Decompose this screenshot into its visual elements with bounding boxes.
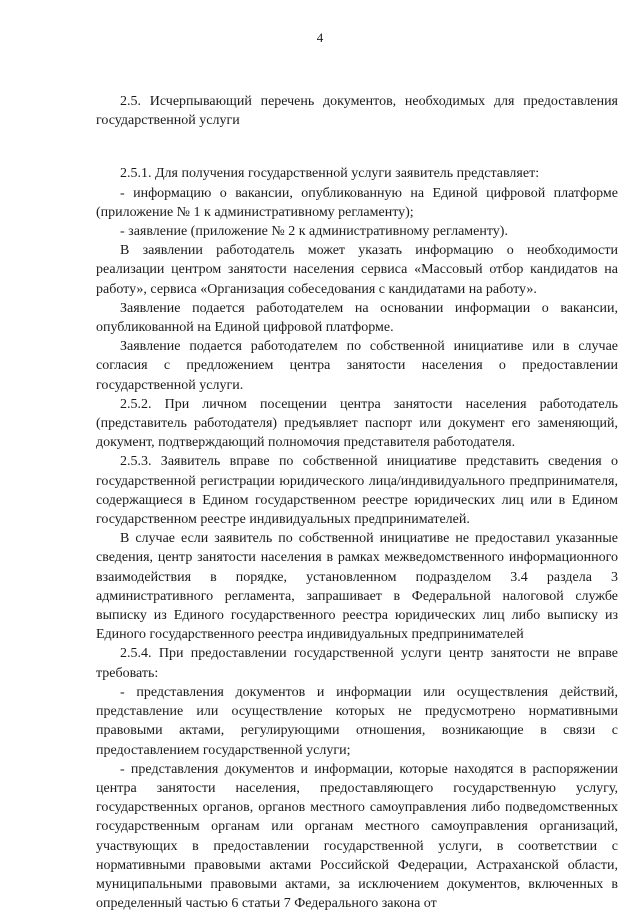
list-item-prohibited-documents: - представления документов и информации или осуществления действий, представление или осуществление которых не предусмотрено нормативными правовыми актами, регулирующими отношения, возникающие в связи с предоставлением государственной услуги; xyxy=(96,684,618,758)
list-item-vacancy-info: - информацию о вакансии, опубликованную на Единой цифровой платформе (приложение № 1 к административному регламенту); xyxy=(96,185,618,220)
paragraph-application-basis: Заявление подается работодателем на основании информации о вакансии, опубликованной на Единой цифровой платформе. xyxy=(96,300,618,336)
section-title: 2.5. Исчерпывающий перечень документов, необходимых для предоставления государственной услуги xyxy=(96,94,618,129)
document-body xyxy=(96,92,618,913)
paragraph-2-5-2: 2.5.2. При личном посещении центра занятости населения работодатель (представитель работодателя) предъявляет паспорт или документ его заменяющий, документ, подтверждающий полномочия представителя работодателя. xyxy=(96,396,618,451)
paragraph-2-5-4: 2.5.4. При предоставлении государственной услуги центр занятости не вправе требовать: xyxy=(96,646,618,681)
list-item-available-documents: - представления документов и информации, которые находятся в распоряжении центра занятости населения, предоставляющего государственную услугу, государственных органов, органов местного самоуправления либо подведомственных государственным органам или органам местного самоуправления организаций, участвующих в предоставлении государственной услуги, в соответствии с нормативными правовыми актами Российской Федерации, Астраханской области, муниципальными правовыми актами, за исключением документов, включенных в определенный частью 6 статьи 7 Федерального закона от xyxy=(96,761,618,912)
paragraph-2-5-1: 2.5.1. Для получения государственной услуги заявитель представляет: xyxy=(120,166,540,182)
paragraph-application-initiative: Заявление подается работодателем по собственной инициативе или в случае согласия с предложением центра занятости населения о предоставлении государственной услуги. xyxy=(96,339,618,393)
page-number: 4 xyxy=(316,30,324,45)
paragraph-application-services: В заявлении работодатель может указать информацию о необходимости реализации центром занятости населения сервиса «Массовый отбор кандидатов на работу», сервиса «Организация собеседования с кандидатами на работу». xyxy=(96,243,618,297)
list-item-application: - заявление (приложение № 2 к административному регламенту). xyxy=(120,224,508,240)
paragraph-2-5-3: 2.5.3. Заявитель вправе по собственной инициативе представить сведения о государственной регистрации юридического лица/индивидуального предпринимателя, содержащиеся в Едином государственном реестре юридических лиц или в Едином государственном реестре индивидуальных предпринимателей. xyxy=(96,454,618,528)
paragraph-interagency-request: В случае если заявитель по собственной инициативе не предоставил указанные сведения, центр занятости населения в рамках межведомственного информационного взаимодействия в порядке, установленном подразделом 3.4 раздела 3 административного регламента, запрашивает в Федеральной налоговой службе выписку из Единого государственного реестра юридических лиц либо выписку из Единого государственного реестра индивидуальных предпринимателей xyxy=(96,531,618,643)
